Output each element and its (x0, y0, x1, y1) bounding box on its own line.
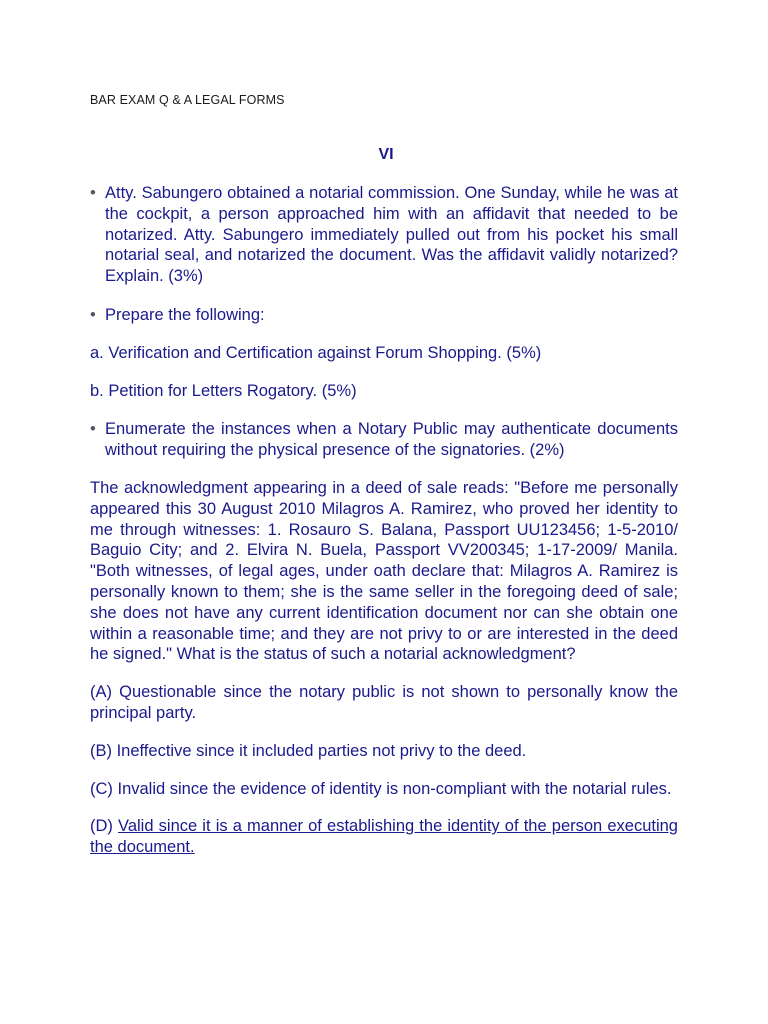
document-body (90, 183, 678, 858)
option-d-prefix: (D) (90, 817, 119, 836)
bullet-prepare-following (90, 305, 678, 326)
question-text: Atty. Sabungero obtained a notarial commission. One Sunday, while he was at the cockpit, a person approached him with an affidavit that needed to be notarized. Atty. Sabungero immediately pulled out from his pocket his small notarial seal, and notarized the document. Was the affidavit validly notarized? Explain. (3%) (105, 184, 678, 286)
bullet-icon: • (90, 184, 96, 202)
bullet-enumerate-instances (90, 419, 678, 461)
document-header: BAR EXAM Q & A LEGAL FORMS (90, 93, 285, 107)
item-a-verification: a. Verification and Certification against Forum Shopping. (5%) (90, 343, 542, 362)
question-text: Enumerate the instances when a Notary Public may authenticate documents without requiring the physical presence of the signatories. (2%) (105, 420, 678, 460)
option-b: (B) Ineffective since it included parties not privy to the deed. (90, 741, 527, 760)
bullet-icon: • (90, 305, 96, 324)
question-text: Prepare the following: (105, 305, 265, 324)
acknowledgment-question: The acknowledgment appearing in a deed of sale reads: "Before me personally appeared this 30 August 2010 Milagros A. Ramirez, who proved her identity to me through witnesses: 1. Rosauro S. Balana, Passport UU123456; 1-5-2010/ Baguio City; and 2. Elvira N. Buela, Passport VV200345; 1-17-2009/ Manila. "Both witnesses, of legal ages, under oath declare that: Milagros A. Ramirez is personally known to them; she is the same seller in the foregoing deed of sale; she does not have any current identification document nor can she obtain one within a reasonable time; and they are not privy to or are interested in the deed he signed." What is the status of such a notarial acknowledgment? (90, 478, 678, 664)
bullet-question-notarial-commission (90, 183, 678, 287)
option-a: (A) Questionable since the notary public is not shown to personally know the principal party. (90, 683, 678, 722)
item-b-letters-rogatory: b. Petition for Letters Rogatory. (5%) (90, 381, 357, 400)
bullet-icon: • (90, 420, 96, 439)
section-title: VI (378, 146, 394, 163)
option-d-answer: Valid since it is a manner of establishing the identity of the person executing the document. (90, 817, 678, 857)
option-d (90, 816, 678, 858)
option-c: (C) Invalid since the evidence of identity is non-compliant with the notarial rules. (90, 779, 672, 798)
